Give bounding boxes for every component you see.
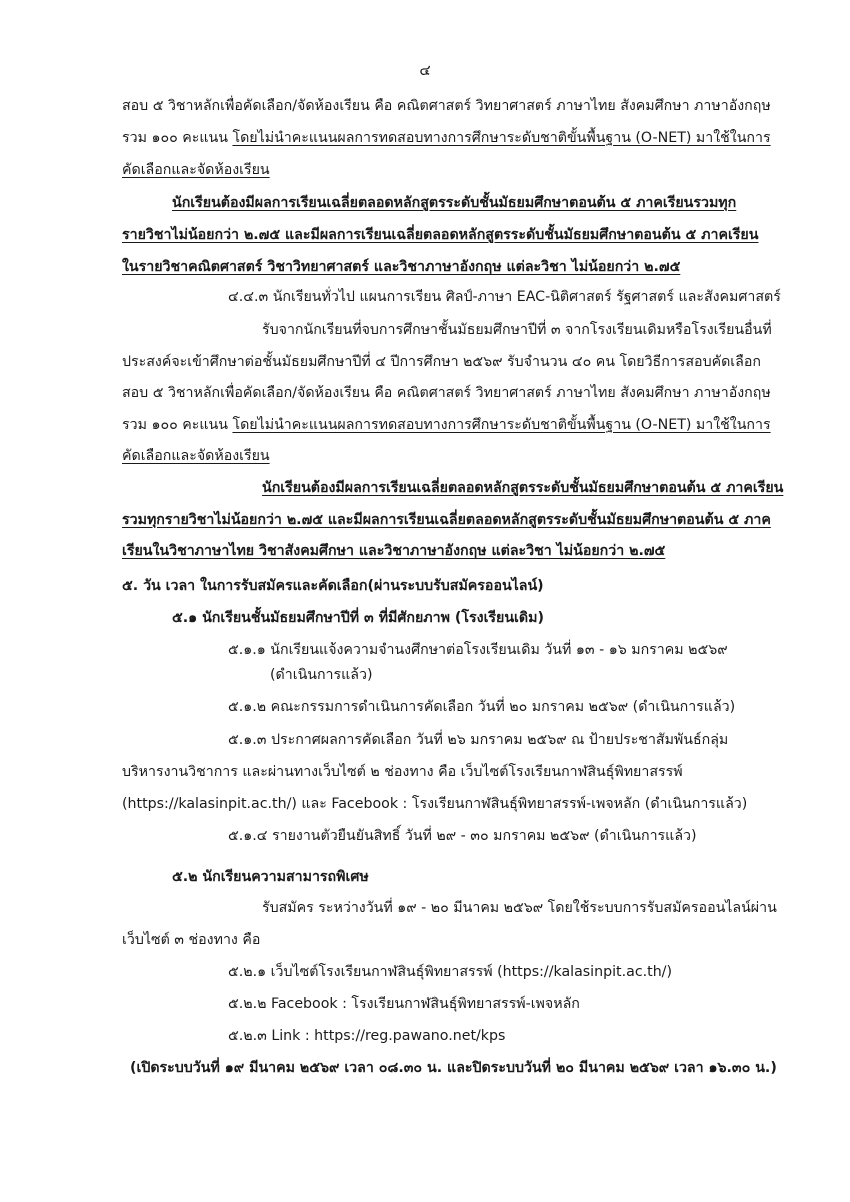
section-heading: ๕. วัน เวลา ในการรับสมัครและคัดเลือก(ผ่านระบบรับสมัครออนไลน์)	[122, 578, 544, 594]
list-item: ๕.๑.๒ คณะกรรมการดำเนินการคัดเลือก วันที่ ๒๐ มกราคม ๒๕๖๙ (ดำเนินการแล้ว)	[228, 699, 736, 715]
criteria-line: นักเรียนต้องมีผลการเรียนเฉลี่ยตลอดหลักสูตรระดับชั้นมัธยมศึกษาตอนต้น ๕ ภาคเรียน	[262, 480, 784, 496]
paragraph-line: สอบ ๕ วิชาหลักเพื่อคัดเลือก/จัดห้องเรียน คือ คณิตศาสตร์ วิทยาศาสตร์ ภาษาไทย สังคมศึกษา ภาษาอังกฤษ	[122, 98, 771, 114]
list-item: ๕.๑.๑ นักเรียนแจ้งความจำนงศึกษาต่อโรงเรียนเดิม วันที่ ๑๓ - ๑๖ มกราคม ๒๕๖๙	[228, 642, 728, 658]
paragraph-line: รับสมัคร ระหว่างวันที่ ๑๙ - ๒๐ มีนาคม ๒๕๖๙ โดยใช้ระบบการรับสมัครออนไลน์ผ่าน	[262, 900, 777, 916]
list-item: ๕.๒.๒ Facebook : โรงเรียนกาฬสินธุ์พิทยาสรรพ์-เพจหลัก	[228, 996, 580, 1012]
subsection-heading: ๕.๒ นักเรียนความสามารถพิเศษ	[172, 869, 369, 885]
text-segment: รวม ๑๐๐ คะแนน	[122, 417, 233, 433]
criteria-line: นักเรียนต้องมีผลการเรียนเฉลี่ยตลอดหลักสูตรระดับชั้นมัธยมศึกษาตอนต้น ๕ ภาคเรียนรวมทุก	[172, 195, 737, 211]
criteria-line: เรียนในวิชาภาษาไทย วิชาสังคมศึกษา และวิชาภาษาอังกฤษ แต่ละวิชา ไม่น้อยกว่า ๒.๗๕	[122, 543, 666, 559]
criteria-line: รายวิชาไม่น้อยกว่า ๒.๗๕ และมีผลการเรียนเฉลี่ยตลอดหลักสูตรระดับชั้นมัธยมศึกษาตอนต้น ๕ ภาคเรียน	[122, 227, 759, 243]
list-item: ๕.๑.๓ ประกาศผลการคัดเลือก วันที่ ๒๖ มกราคม ๒๕๖๙ ณ ป้ายประชาสัมพันธ์กลุ่ม	[228, 732, 729, 748]
underlined-text: โดยไม่นำคะแนนผลการทดสอบทางการศึกษาระดับชาติขั้นพื้นฐาน (O-NET) มาใช้ในการ	[232, 417, 771, 433]
list-item: ๕.๑.๔ รายงานตัวยืนยันสิทธิ์ วันที่ ๒๙ - ๓๐ มกราคม ๒๕๖๙ (ดำเนินการแล้ว)	[228, 828, 697, 844]
criteria-line: ในรายวิชาคณิตศาสตร์ วิชาวิทยาศาสตร์ และวิชาภาษาอังกฤษ แต่ละวิชา ไม่น้อยกว่า ๒.๗๕	[122, 259, 681, 275]
closing-note: (เปิดระบบวันที่ ๑๙ มีนาคม ๒๕๖๙ เวลา ๐๘.๓๐ น. และปิดระบบวันที่ ๒๐ มีนาคม ๒๕๖๙ เวลา ๑๖.๓๐ น.)	[130, 1060, 777, 1076]
paragraph-line: สอบ ๕ วิชาหลักเพื่อคัดเลือก/จัดห้องเรียน คือ คณิตศาสตร์ วิทยาศาสตร์ ภาษาไทย สังคมศึกษา ภาษาอังกฤษ	[122, 385, 771, 401]
text-segment: รวม ๑๐๐ คะแนน	[122, 130, 233, 146]
paragraph-line: เว็บไซต์ ๓ ช่องทาง คือ	[122, 932, 261, 948]
underlined-text: คัดเลือกและจัดห้องเรียน	[122, 162, 270, 178]
section-heading: ๔.๔.๓ นักเรียนทั่วไป แผนการเรียน ศิลป์-ภาษา EAC-นิติศาสตร์ รัฐศาสตร์ และสังคมศาสตร์	[228, 289, 781, 305]
paragraph-line: รับจากนักเรียนที่จบการศึกษาชั้นมัธยมศึกษาปีที่ ๓ จากโรงเรียนเดิมหรือโรงเรียนอื่นที่	[262, 322, 772, 338]
paragraph-line	[122, 128, 771, 148]
paragraph-line	[122, 415, 771, 435]
underlined-text: คัดเลือกและจัดห้องเรียน	[122, 448, 270, 464]
page-number: ๔	[419, 61, 431, 79]
status-note: (ดำเนินการแล้ว)	[270, 667, 373, 683]
criteria-line: รวมทุกรายวิชาไม่น้อยกว่า ๒.๗๕ และมีผลการเรียนเฉลี่ยตลอดหลักสูตรระดับชั้นมัธยมศึกษาตอนต้น ๕ ภาค	[122, 512, 771, 528]
list-item: ๕.๒.๓ Link : https://reg.pawano.net/kps	[228, 1028, 506, 1044]
subsection-heading: ๕.๑ นักเรียนชั้นมัธยมศึกษาปีที่ ๓ ที่มีศักยภาพ (โรงเรียนเดิม)	[172, 610, 544, 626]
paragraph-line: (https://kalasinpit.ac.th/) และ Facebook : โรงเรียนกาฬสินธุ์พิทยาสรรพ์-เพจหลัก (ดำเนินการแล้ว)	[122, 796, 748, 812]
underlined-text: โดยไม่นำคะแนนผลการทดสอบทางการศึกษาระดับชาติขั้นพื้นฐาน (O-NET) มาใช้ในการ	[232, 130, 771, 146]
list-item: ๕.๒.๑ เว็บไซต์โรงเรียนกาฬสินธุ์พิทยาสรรพ์ (https://kalasinpit.ac.th/)	[228, 964, 672, 980]
paragraph-line: ประสงค์จะเข้าศึกษาต่อชั้นมัธยมศึกษาปีที่ ๔ ปีการศึกษา ๒๕๖๙ รับจำนวน ๔๐ คน โดยวิธีการสอบคัดเลือก	[122, 354, 761, 370]
paragraph-line: บริหารงานวิชาการ และผ่านทางเว็บไซต์ ๒ ช่องทาง คือ เว็บไซต์โรงเรียนกาฬสินธุ์พิทยาสรรพ์	[122, 764, 683, 780]
